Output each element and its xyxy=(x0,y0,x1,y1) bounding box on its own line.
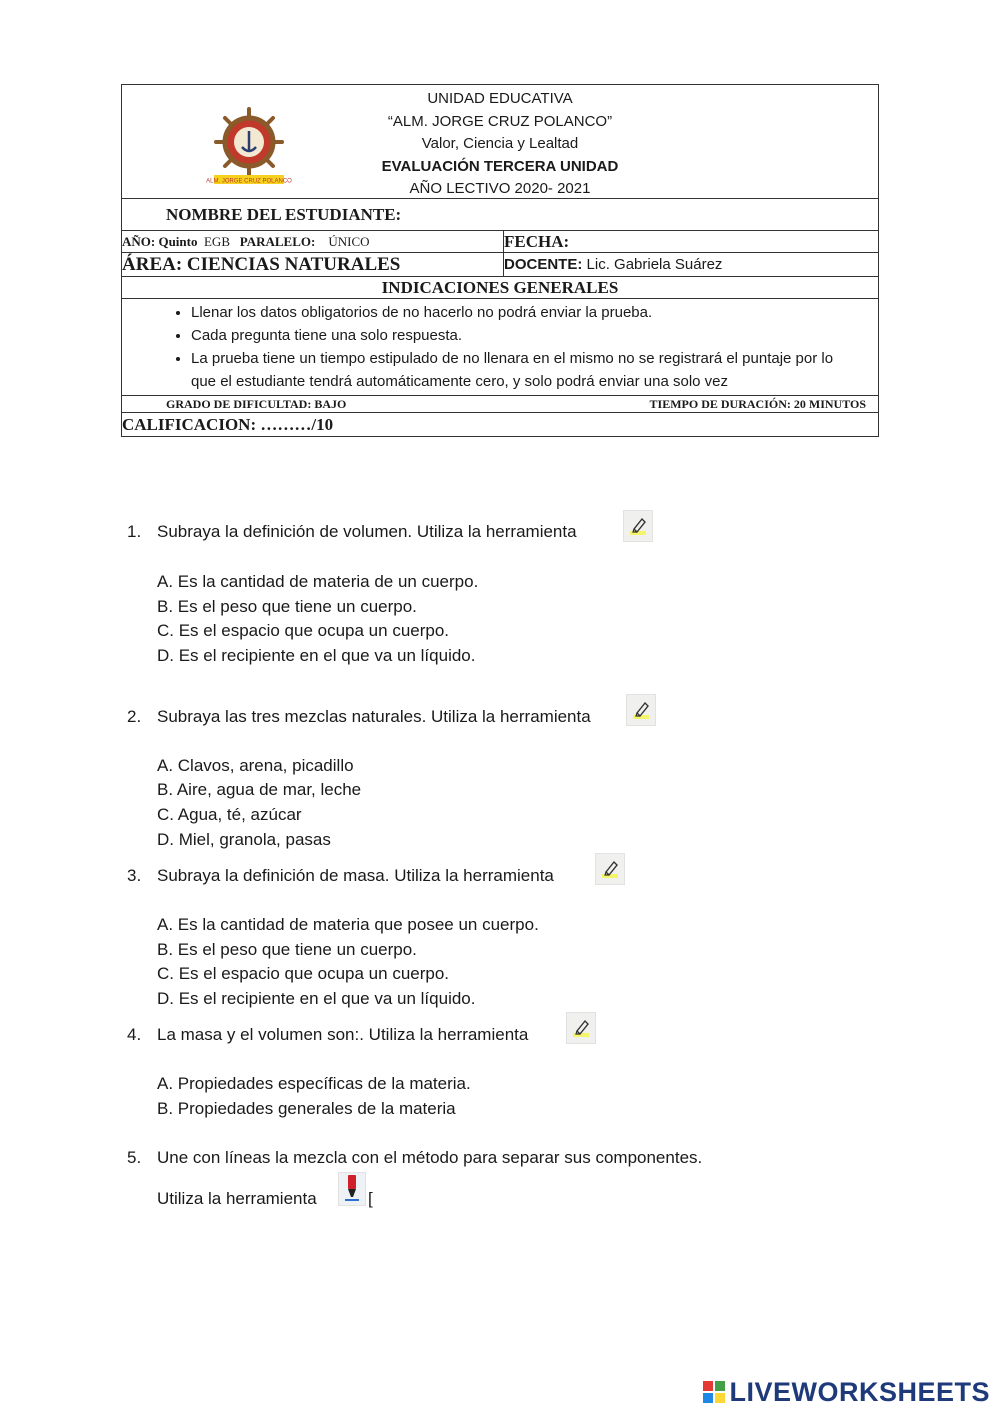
question-text: La masa y el volumen son:. Utiliza la herramienta xyxy=(157,1025,529,1044)
question-5-instruction: Utiliza la herramienta xyxy=(157,1189,317,1208)
question-text: Subraya la definición de masa. Utiliza la herramienta xyxy=(157,866,554,885)
option-3a[interactable]: A. Es la cantidad de materia que posee un cuerpo. xyxy=(157,915,539,934)
marker-tool-icon[interactable] xyxy=(338,1172,366,1206)
option-2a[interactable]: A. Clavos, arena, picadillo xyxy=(157,756,354,775)
school-name-line: UNIDAD EDUCATIVA xyxy=(427,90,573,107)
option-4b[interactable]: B. Propiedades generales de la materia xyxy=(157,1099,456,1118)
question-number: 1. xyxy=(127,522,142,541)
paralelo-value: ÚNICO xyxy=(328,233,370,249)
indicacion-item: • Cada pregunta tiene una solo respuesta. xyxy=(191,324,858,347)
option-3b[interactable]: B. Es el peso que tiene un cuerpo. xyxy=(157,940,417,959)
indicacion-item: • La prueba tiene un tiempo estipulado de no llenara en el mismo no se registrará el puntaje por lo que el estudiante tendrá automáticamente cero, y solo podrá enviar una solo vez xyxy=(191,347,858,393)
question-text: Une con líneas la mezcla con el método para separar sus componentes. xyxy=(157,1148,703,1167)
option-1a[interactable]: A. Es la cantidad de materia de un cuerpo. xyxy=(157,572,479,591)
option-3d[interactable]: D. Es el recipiente en el que va un líquido. xyxy=(157,989,476,1008)
docente-value: Lic. Gabriela Suárez xyxy=(586,256,723,273)
liveworksheets-logo xyxy=(703,1377,990,1407)
highlighter-tool-icon[interactable] xyxy=(595,853,625,885)
paralelo-label: PARALELO: xyxy=(239,233,316,249)
indicaciones-title: INDICACIONES GENERALES xyxy=(122,277,879,299)
calificacion: CALIFICACION: ………/10 xyxy=(122,413,879,437)
area-label: ÁREA: CIENCIAS NATURALES xyxy=(122,253,504,277)
svg-text:ALM. JORGE CRUZ POLANCO: ALM. JORGE CRUZ POLANCO xyxy=(206,178,292,185)
ano-value: Quinto xyxy=(158,233,198,249)
option-3c[interactable]: C. Es el espacio que ocupa un cuerpo. xyxy=(157,964,450,983)
fecha-field[interactable] xyxy=(504,231,879,253)
brand-name: LIVEWORKSHEETS xyxy=(729,1376,990,1407)
school-header xyxy=(122,85,879,199)
header-table xyxy=(121,84,879,437)
option-1b[interactable]: B. Es el peso que tiene un cuerpo. xyxy=(157,597,417,616)
question-text: Subraya las tres mezclas naturales. Utiliza la herramienta xyxy=(157,707,591,726)
fecha-label: FECHA: xyxy=(504,231,570,251)
question-number: 4. xyxy=(127,1025,142,1044)
question-number: 2. xyxy=(127,707,142,726)
school-name: “ALM. JORGE CRUZ POLANCO” xyxy=(387,112,613,130)
docente-label: DOCENTE: xyxy=(504,256,583,273)
egb-label: EGB xyxy=(203,233,230,249)
option-1c[interactable]: C. Es el espacio que ocupa un cuerpo. xyxy=(157,621,450,640)
exam-title: EVALUACIÓN TERCERA UNIDAD xyxy=(381,157,619,175)
school-motto: Valor, Ciencia y Lealtad xyxy=(421,135,579,152)
highlighter-tool-icon[interactable] xyxy=(626,694,656,726)
option-2d[interactable]: D. Miel, granola, pasas xyxy=(157,830,331,849)
docente-cell xyxy=(504,253,879,277)
question-number: 5. xyxy=(127,1148,142,1167)
school-year: AÑO LECTIVO 2020- 2021 xyxy=(409,180,591,197)
tiempo-duracion: TIEMPO DE DURACIÓN: 20 MINUTOS xyxy=(649,396,866,411)
option-1d[interactable]: D. Es el recipiente en el que va un líquido. xyxy=(157,646,476,665)
option-2c[interactable]: C. Agua, té, azúcar xyxy=(157,805,302,824)
bracket: [ xyxy=(368,1189,373,1208)
question-text: Subraya la definición de volumen. Utiliza la herramienta xyxy=(157,522,577,541)
indicacion-item: • Llenar los datos obligatorios de no hacerlo no podrá enviar la prueba. xyxy=(191,301,858,324)
student-name-field[interactable] xyxy=(122,199,879,231)
grado-dificultad: GRADO DE DIFICULTAD: BAJO xyxy=(166,396,347,411)
ano-label: AÑO: xyxy=(122,233,156,249)
brand-grid-icon xyxy=(703,1381,725,1403)
option-4a[interactable]: A. Propiedades específicas de la materia. xyxy=(157,1074,471,1093)
indicaciones-list-cell xyxy=(122,299,879,396)
option-2b[interactable]: B. Aire, agua de mar, leche xyxy=(157,780,362,799)
grado-row xyxy=(122,396,879,413)
question-number: 3. xyxy=(127,866,142,885)
highlighter-tool-icon[interactable] xyxy=(566,1012,596,1044)
student-name-label: NOMBRE DEL ESTUDIANTE: xyxy=(166,204,402,224)
highlighter-tool-icon[interactable] xyxy=(623,510,653,542)
indicaciones-list xyxy=(162,301,858,393)
ano-paralelo-cell xyxy=(122,231,504,253)
